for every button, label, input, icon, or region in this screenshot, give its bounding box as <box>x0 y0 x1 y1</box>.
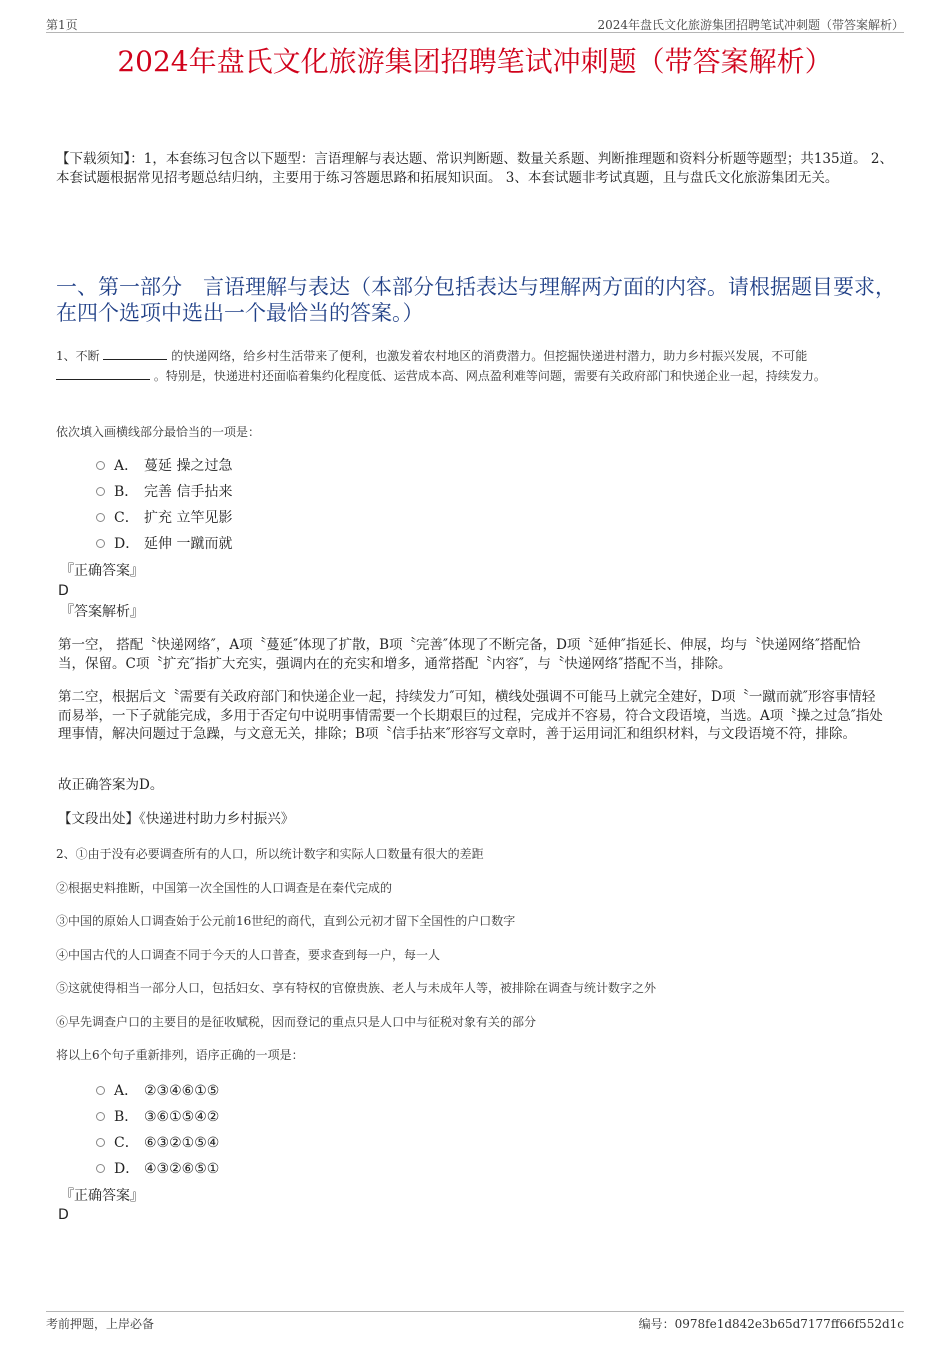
question-1-stem <box>56 346 902 386</box>
question-1-text-b: 的快递网络，给乡村生活带来了便利，也激发着农村地区的消费潜力。但挖掘快递进村潜力，助力乡村振兴发展，不可能 <box>171 349 808 363</box>
page-footer <box>46 1311 904 1332</box>
q2-option-a[interactable]: A． ②③④⑥①⑤ <box>96 1082 219 1100</box>
q2-sentence-2: ②根据史料推断，中国第一次全国性的人口调查是在秦代完成的 <box>56 881 393 895</box>
q2-sentence-3: ③中国的原始人口调查始于公元前16世纪的商代，直到公元初才留下全国性的户口数字 <box>56 914 516 928</box>
radio-icon[interactable] <box>96 1086 105 1095</box>
document-title: 2024年盘氏文化旅游集团招聘笔试冲刺题（带答案解析） <box>117 45 833 78</box>
q1-analysis-conclusion: 故正确答案为D。 <box>58 777 164 793</box>
page-number: 第1页 <box>46 18 78 32</box>
radio-icon[interactable] <box>96 539 105 548</box>
q2-sentence-6: ⑥早先调查户口的主要目的是征收赋税，因而登记的重点只是人口中与征税对象有关的部分 <box>56 1015 537 1029</box>
question-1-instruction: 依次填入画横线部分最恰当的一项是： <box>56 425 261 439</box>
q1-source: 【文段出处】《快递进村助力乡村振兴》 <box>58 811 295 827</box>
fill-blank-1 <box>103 346 167 360</box>
radio-icon[interactable] <box>96 1164 105 1173</box>
radio-icon[interactable] <box>96 513 105 522</box>
q2-sentence-1: 2、①由于没有必要调查所有的人口，所以统计数字和实际人口数量有很大的差距 <box>56 847 484 861</box>
q1-analysis-para-1: 第一空， 搭配〝快递网络″，A项〝蔓延″体现了扩散，B项〝完善″体现了不断完备，D项〝延伸″指延长、伸展，均与〝快递网络″搭配恰当，保留。C项〝扩充″指扩大充实，强调内在的充实和增多，通常搭配〝内容″，与〝快递网络″搭配不当，排除。 <box>58 637 861 672</box>
download-notice: 【下载须知】：1，本套练习包含以下题型：言语理解与表达题、常识判断题、数量关系题、判断推理题和资料分析题等题型；共135道。 2、本套试题根据常见招考题总结归纳，主要用于练习答题思路和拓展知识面。 3、本套试题非考试真题，且与盘氏文化旅游集团无关。 <box>56 151 893 186</box>
header-doc-title: 2024年盘氏文化旅游集团招聘笔试冲刺题（带答案解析） <box>597 18 904 32</box>
radio-icon[interactable] <box>96 487 105 496</box>
q2-sentence-5: ⑤这就使得相当一部分人口，包括妇女、享有特权的官僚贵族、老人与未成年人等，被排除在调查与统计数字之外 <box>56 981 657 995</box>
q2-answer: D <box>58 1207 69 1223</box>
q2-option-b[interactable]: B． ③⑥①⑤④② <box>96 1108 219 1126</box>
radio-icon[interactable] <box>96 1112 105 1121</box>
q2-option-d[interactable]: D． ④③②⑥⑤① <box>96 1160 219 1178</box>
q1-option-a[interactable]: A． 蔓延 操之过急 <box>96 457 232 475</box>
radio-icon[interactable] <box>96 1138 105 1147</box>
footer-doc-id: 编号：0978fe1d842e3b65d7177ff66f552d1c <box>638 1317 904 1331</box>
question-1-text-a: 1、不断 <box>56 349 100 363</box>
q2-option-c[interactable]: C． ⑥③②①⑤④ <box>96 1134 219 1152</box>
section-heading: 一、第一部分 言语理解与表达（本部分包括表达与理解两方面的内容。请根据题目要求，在四个选项中选出一个最恰当的答案。） <box>56 275 896 325</box>
question-1-text-c: 。特别是，快递进村还面临着集约化程度低、运营成本高、网点盈利难等问题，需要有关政府部门和快递企业一起，持续发力。 <box>153 369 826 383</box>
q1-answer-label: 『正确答案』 <box>60 563 144 579</box>
q1-option-d[interactable]: D． 延伸 一蹴而就 <box>96 535 232 553</box>
q2-instruction: 将以上6个句子重新排列，语序正确的一项是： <box>56 1048 304 1062</box>
q1-answer: D <box>58 583 69 599</box>
q1-option-c[interactable]: C． 扩充 立竿见影 <box>96 509 232 527</box>
fill-blank-2 <box>56 366 150 380</box>
q1-analysis-label: 『答案解析』 <box>60 604 144 620</box>
q1-analysis-para-2: 第二空，根据后文〝需要有关政府部门和快递企业一起，持续发力″可知，横线处强调不可能马上就完全建好，D项〝一蹴而就″形容事情轻而易举，一下子就能完成，多用于否定句中说明事情需要一个长期艰巨的过程，完成并不容易，符合文段语境，当选。A项〝操之过急″指处理事情，解决问题过于急躁，与文意无关，排除；B项〝信手拈来″形容写文章时，善于运用词汇和组织材料，与文段语境不符，排除。 <box>58 689 883 742</box>
q2-sentence-4: ④中国古代的人口调查不同于今天的人口普查，要求查到每一户，每一人 <box>56 948 441 962</box>
q2-answer-label: 『正确答案』 <box>60 1188 144 1204</box>
page-header <box>46 14 904 33</box>
radio-icon[interactable] <box>96 461 105 470</box>
q1-option-b[interactable]: B． 完善 信手拈来 <box>96 483 232 501</box>
footer-slogan: 考前押题，上岸必备 <box>46 1317 155 1331</box>
